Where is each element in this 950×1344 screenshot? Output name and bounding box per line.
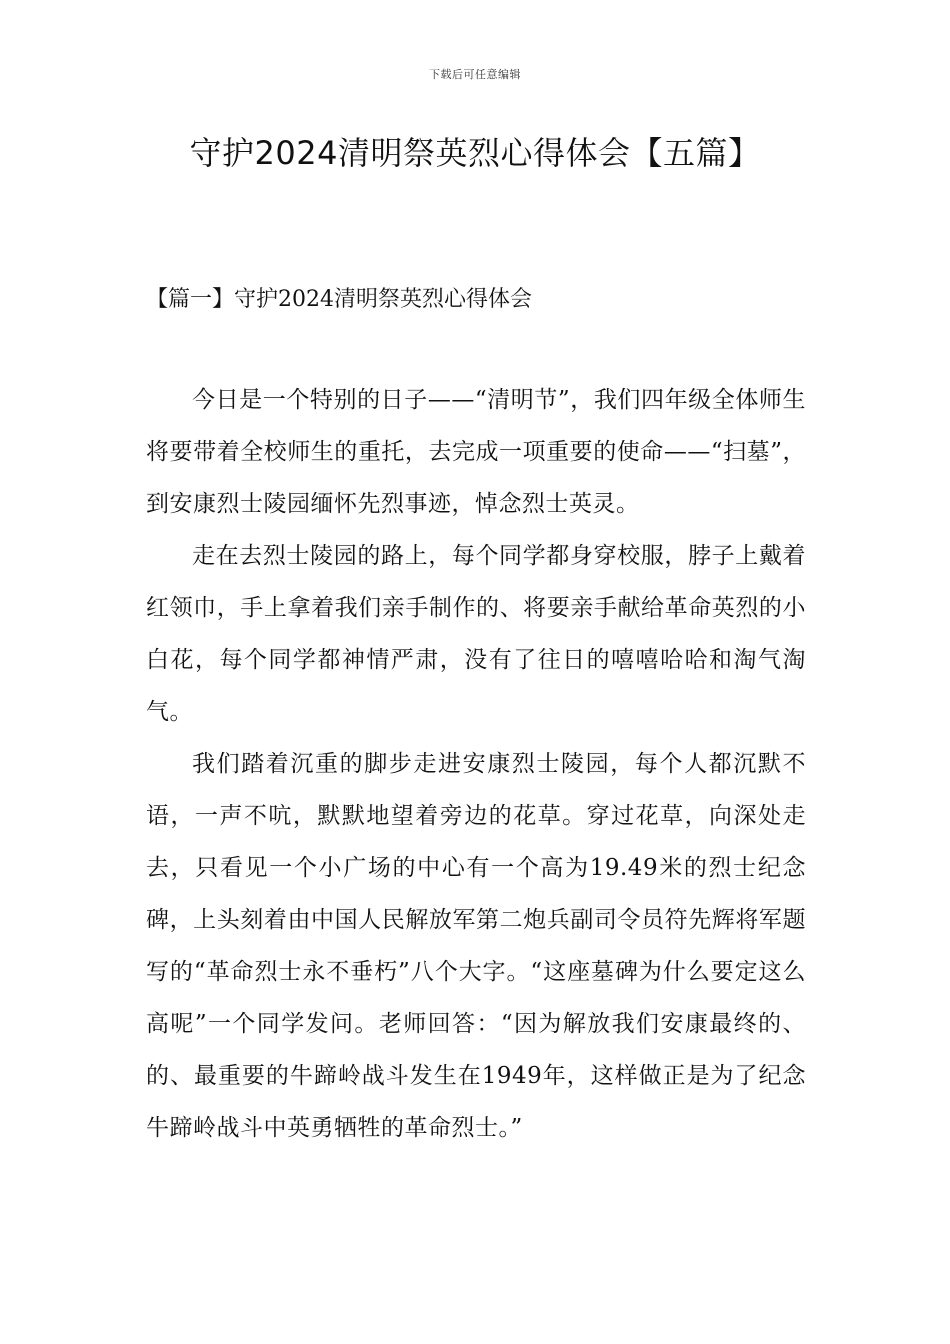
document-title: 守护2024清明祭英烈心得体会【五篇】 <box>189 134 761 172</box>
paragraph: 走在去烈士陵园的路上，每个同学都身穿校服，脖子上戴着红领巾，手上拿着我们亲手制作的、将要亲手献给革命英烈的小白花，每个同学都神情严肃，没有了往日的嘻嘻哈哈和淘气淘气。 <box>146 543 806 725</box>
header-note: 下载后可任意编辑 <box>429 68 521 81</box>
section-heading: 【篇一】守护2024清明祭英烈心得体会 <box>146 287 532 312</box>
section-body <box>146 374 806 1154</box>
paragraph: 今日是一个特别的日子——“清明节”，我们四年级全体师生将要带着全校师生的重托，去完成一项重要的使命——“扫墓”，到安康烈士陵园缅怀先烈事迹，悼念烈士英灵。 <box>146 387 806 517</box>
paragraph: 我们踏着沉重的脚步走进安康烈士陵园，每个人都沉默不语，一声不吭，默默地望着旁边的花草。穿过花草，向深处走去，只看见一个小广场的中心有一个高为19.49米的烈士纪念碑，上头刻着由中国人民解放军第二炮兵副司令员符先辉将军题写的“革命烈士永不垂朽”八个大字。“这座墓碑为什么要定这么高呢”一个同学发问。老师回答：“因为解放我们安康最终的、的、最重要的牛蹄岭战斗发生在1949年，这样做正是为了纪念牛蹄岭战斗中英勇牺牲的革命烈士。” <box>146 751 806 1141</box>
